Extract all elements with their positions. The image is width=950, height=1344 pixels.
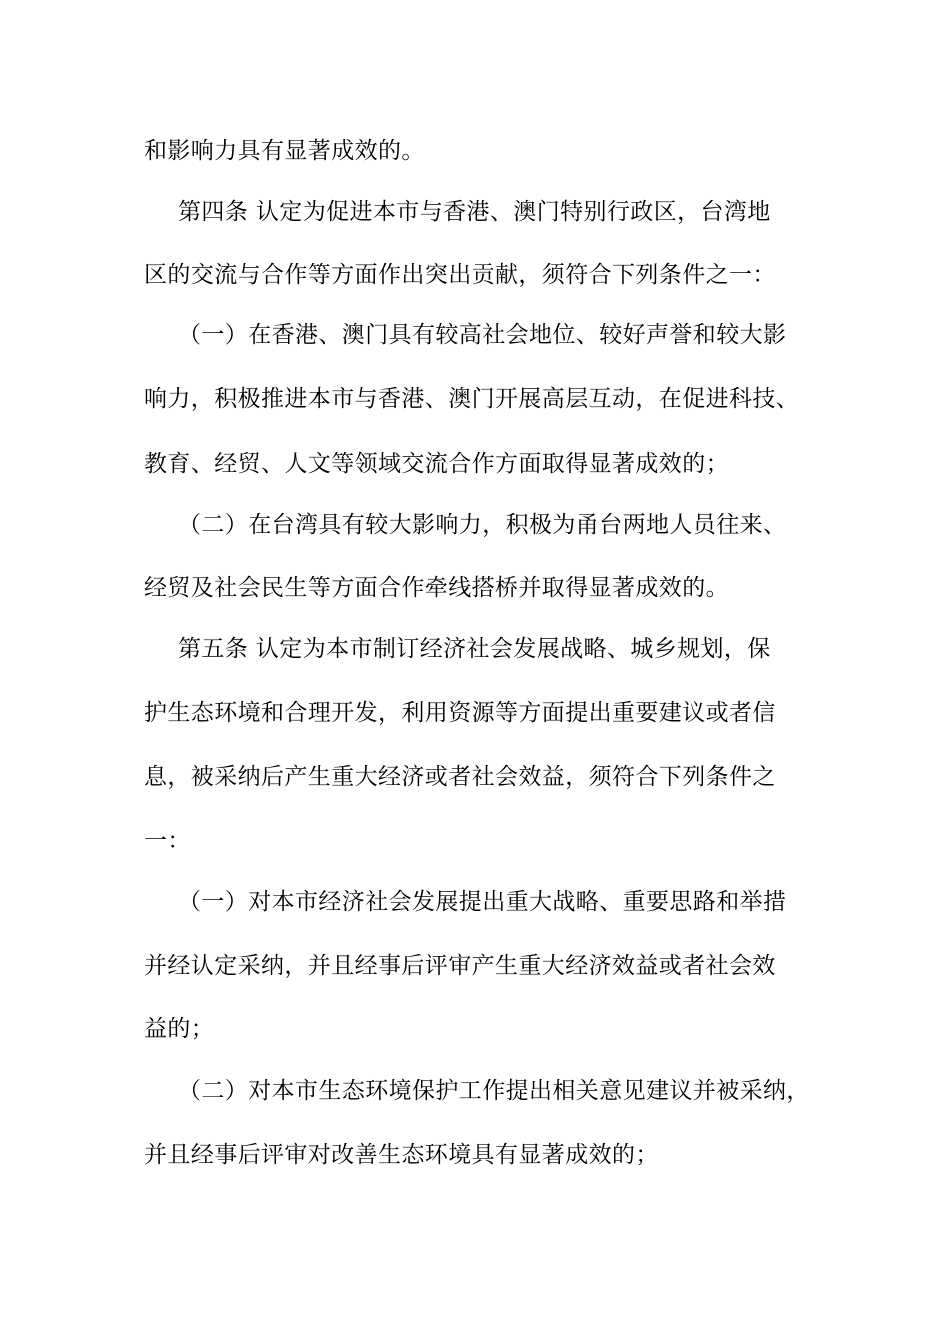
text-line: 并且经事后评审对改善生态环境具有显著成效的； [144, 1142, 659, 1168]
text-line: 息，被采纳后产生重大经济或者社会效益，须符合下列条件之 [144, 764, 776, 790]
text-line-item-1: （一）在香港、澳门具有较高社会地位、较好声誉和较大影 [178, 322, 787, 348]
text-line: 和影响力具有显著成效的。 [144, 138, 425, 164]
text-line: 区的交流与合作等方面作出突出贡献，须符合下列条件之一： [144, 262, 776, 288]
text-line: 经贸及社会民生等方面合作牵线搭桥并取得显著成效的。 [144, 575, 729, 601]
text-line: 响力，积极推进本市与香港、澳门开展高层互动，在促进科技、 [144, 386, 800, 412]
text-line-item-2: （二）对本市生态环境保护工作提出相关意见建议并被采纳， [178, 1078, 810, 1104]
text-line: 并经认定采纳，并且经事后评审产生重大经济效益或者社会效 [144, 953, 776, 979]
text-line-article-5: 第五条 认定为本市制订经济社会发展战略、城乡规划，保 [178, 636, 771, 662]
text-line: 益的； [144, 1016, 215, 1042]
text-line: 教育、经贸、人文等领域交流合作方面取得显著成效的； [144, 451, 729, 477]
text-line: 护生态环境和合理开发，利用资源等方面提出重要建议或者信 [144, 700, 776, 726]
text-line-item-2: （二）在台湾具有较大影响力，积极为甬台两地人员往来、 [178, 512, 787, 538]
text-line: 一： [144, 828, 191, 854]
text-line-article-4: 第四条 认定为促进本市与香港、澳门特别行政区，台湾地 [178, 199, 771, 225]
text-line-item-1: （一）对本市经济社会发展提出重大战略、重要思路和举措 [178, 889, 787, 915]
